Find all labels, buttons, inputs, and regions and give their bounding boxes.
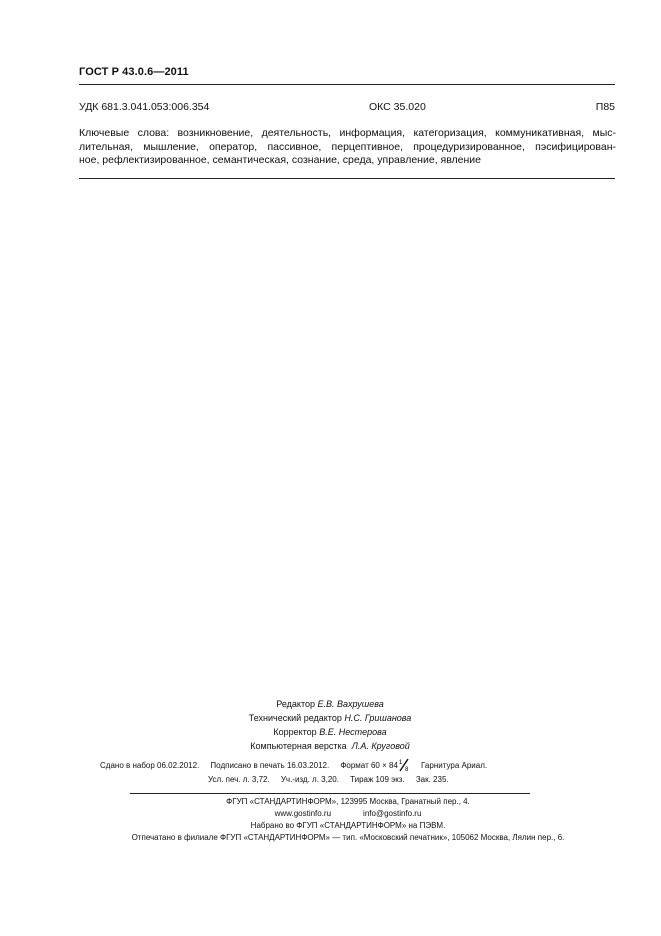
publisher-contacts	[80, 808, 616, 820]
format-fraction	[398, 760, 410, 770]
credit-corrector	[130, 725, 530, 739]
publishing-line-2	[208, 775, 449, 784]
keywords-line: Ключевые слова: возникновение, деятельность, информация, категоризация, коммуникативная, мыс-	[79, 127, 616, 139]
keywords-divider	[79, 178, 615, 179]
fraction-numerator: 1	[398, 760, 403, 766]
header-divider	[79, 84, 615, 85]
imprint-divider	[130, 793, 530, 794]
print-run: Тираж 109 экз.	[350, 775, 405, 784]
signed-date: Подписано в печать 16.03.2012.	[210, 761, 330, 770]
pub-sheets: Уч.-изд. л. 3,20.	[280, 775, 339, 784]
submitted-date: Сдано в набор 06.02.2012.	[100, 761, 200, 770]
credit-name: Е.В. Вахрушева	[317, 699, 384, 709]
credits-block	[130, 697, 530, 753]
okp-code: П85	[595, 101, 615, 113]
fraction-denominator: 8	[404, 767, 409, 772]
credit-label: Редактор	[276, 699, 315, 709]
keywords-line: ное, рефлектизированное, семантическая, сознание, среда, управление, явление	[79, 154, 482, 166]
oks-code: ОКС 35.020	[369, 101, 426, 113]
classification-row	[79, 101, 615, 115]
credit-name: Л.А. Круговой	[351, 741, 410, 751]
keywords-block	[79, 127, 616, 168]
credit-label: Корректор	[273, 727, 317, 737]
publisher-address: ФГУП «СТАНДАРТИНФОРМ», 123995 Москва, Гранатный пер., 4.	[226, 797, 470, 806]
print-sheets: Усл. печ. л. 3,72.	[208, 775, 270, 784]
credit-editor	[130, 697, 530, 711]
credit-name: Н.С. Гришанова	[344, 713, 412, 723]
credit-name: В.Е. Нестерова	[319, 727, 387, 737]
udk-code: УДК 681.3.041.053:006.354	[79, 101, 210, 113]
typeset-note: Набрано во ФГУП «СТАНДАРТИНФОРМ» на ПЭВМ.	[250, 821, 446, 830]
format-times: ×	[382, 761, 387, 770]
credit-tech-editor	[130, 711, 530, 725]
credit-layout	[130, 739, 530, 753]
keywords-line: лительная, мышление, оператор, пассивное, перцептивное, процедуризированное, пэсифицирован-	[79, 140, 616, 153]
publishing-line-1	[100, 760, 487, 770]
publisher-email: info@gostinfo.ru	[363, 809, 422, 818]
imprint-block	[80, 796, 616, 844]
order-number: Зак. 235.	[415, 775, 449, 784]
publisher-website: www.gostinfo.ru	[274, 809, 332, 818]
printing-note: Отпечатано в филиале ФГУП «СТАНДАРТИНФОРМ» — тип. «Московский печатник», 105062 Москва, Лялин пер., 6.	[131, 833, 565, 842]
format-prefix: Формат 60	[340, 761, 380, 770]
typeface: Гарнитура Ариал.	[421, 761, 488, 770]
document-code: ГОСТ Р 43.0.6—2011	[79, 66, 189, 78]
format-size: 84	[389, 761, 398, 770]
credit-label: Технический редактор	[248, 713, 342, 723]
credit-label: Компьютерная верстка	[250, 741, 347, 751]
